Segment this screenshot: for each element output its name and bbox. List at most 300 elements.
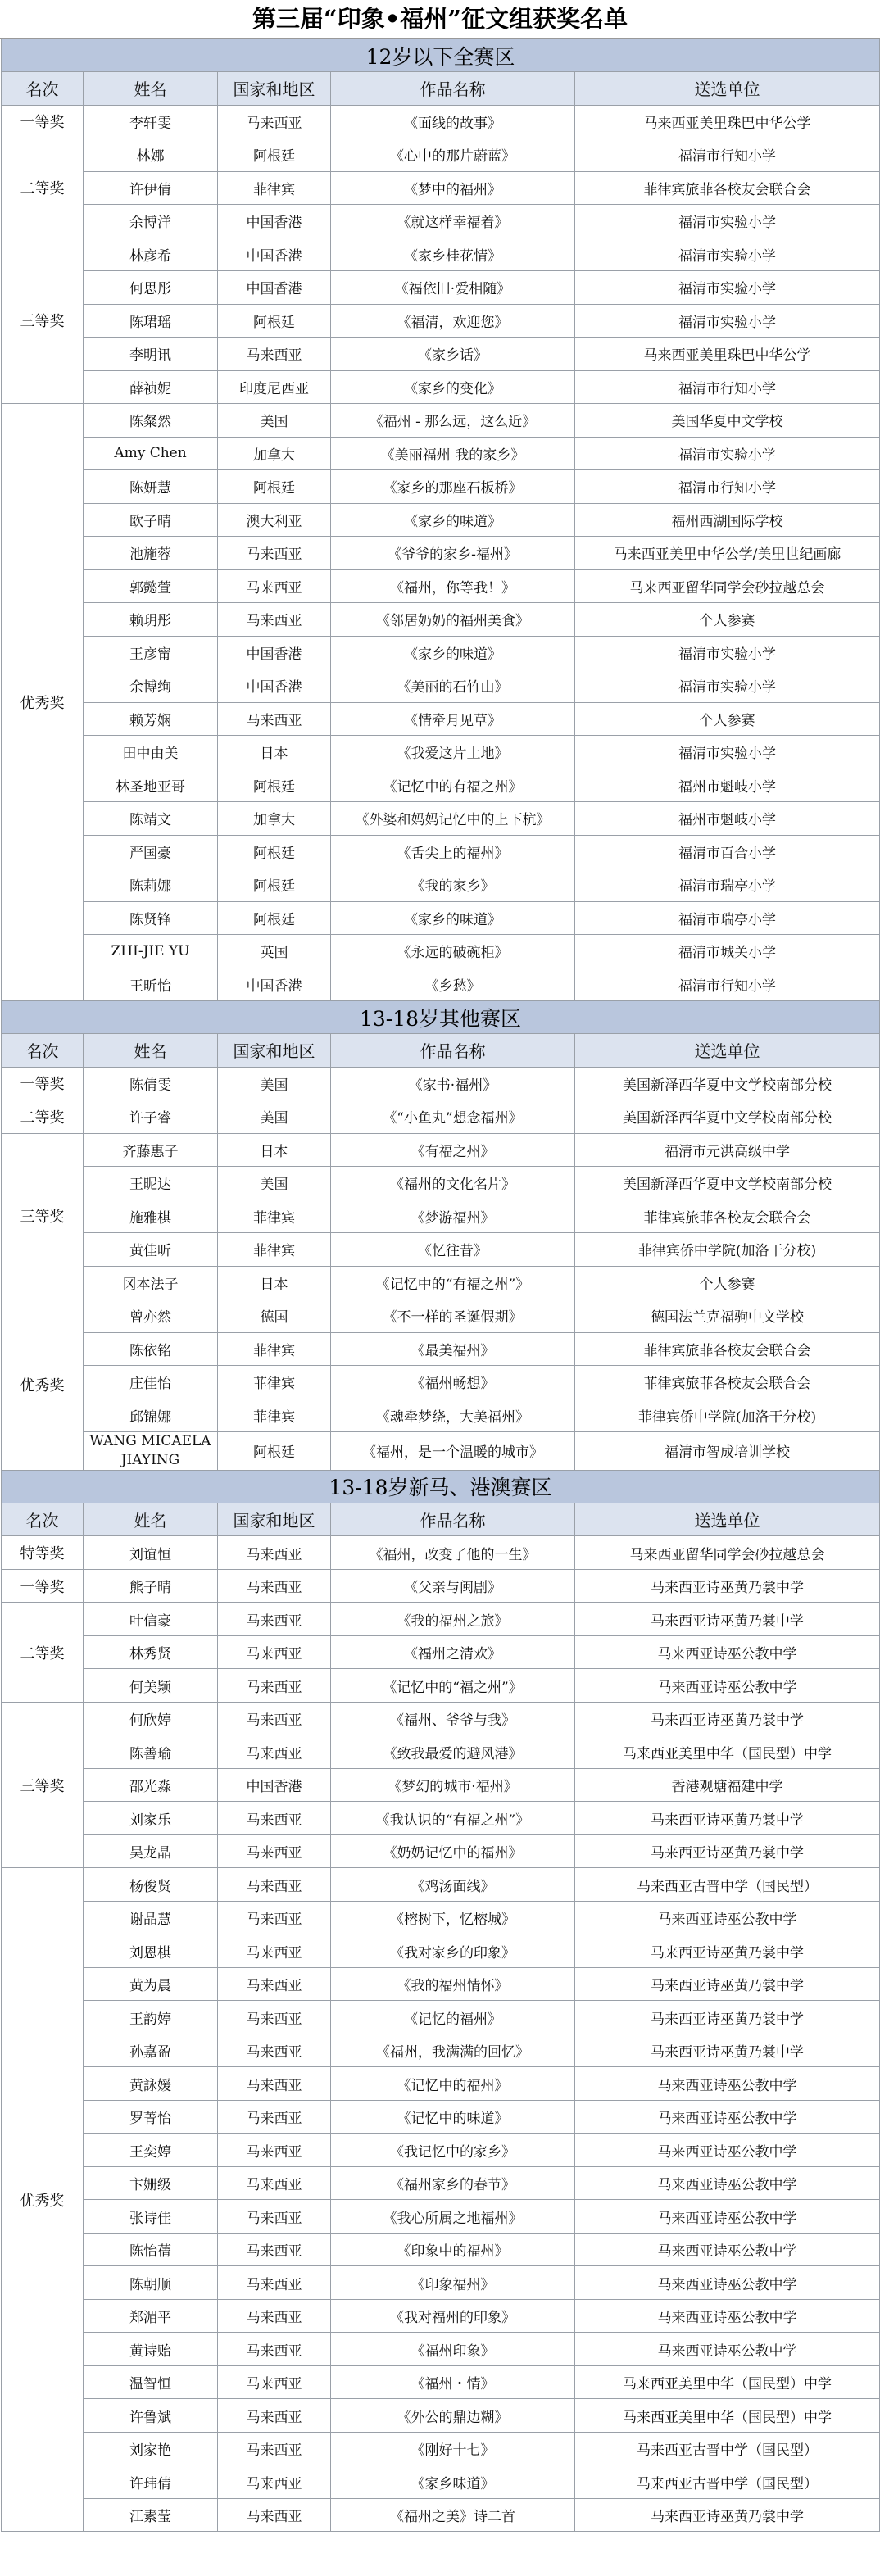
table-row	[2, 2266, 880, 2300]
country-cell: 马来西亚	[218, 2166, 331, 2200]
header-country: 国家和地区	[218, 1503, 331, 1536]
unit-cell: 马来西亚美里中华（国民型）中学	[575, 2399, 880, 2433]
header-unit: 送选单位	[575, 1034, 880, 1068]
work-cell: 《家乡的味道》	[331, 901, 575, 935]
table-row	[2, 569, 880, 603]
name-cell: 刘家艳	[84, 2432, 218, 2465]
country-cell: 日本	[218, 1266, 331, 1299]
work-cell: 《舌尖上的福州》	[331, 835, 575, 868]
unit-cell: 菲律宾旅菲各校友会联合会	[575, 171, 880, 205]
unit-cell: 福清市实验小学	[575, 205, 880, 238]
table-row	[2, 1735, 880, 1769]
country-cell: 马来西亚	[218, 2134, 331, 2167]
name-cell: 陈珺瑶	[84, 304, 218, 338]
work-cell: 《印象福州》	[331, 2266, 575, 2300]
work-cell: 《最美福州》	[331, 1332, 575, 1366]
country-cell: 马来西亚	[218, 603, 331, 637]
unit-cell: 福州市魁岐小学	[575, 769, 880, 802]
table-row	[2, 138, 880, 172]
country-cell: 阿根廷	[218, 868, 331, 902]
unit-cell: 马来西亚诗巫公教中学	[575, 2134, 880, 2167]
country-cell: 马来西亚	[218, 1802, 331, 1835]
name-cell: 赖芳娴	[84, 702, 218, 736]
table-row	[2, 2465, 880, 2499]
name-cell: 郭懿萱	[84, 569, 218, 603]
table-row	[2, 105, 880, 138]
table-row	[2, 2166, 880, 2200]
work-cell: 《福清，欢迎您》	[331, 304, 575, 338]
rank-cell: 优秀奖	[2, 404, 84, 1001]
work-cell: 《面线的故事》	[331, 105, 575, 138]
table-row	[2, 1834, 880, 1868]
work-cell: 《外婆和妈妈记忆中的上下杭》	[331, 802, 575, 836]
name-cell: 谢品慧	[84, 1901, 218, 1934]
table-row	[2, 1200, 880, 1233]
country-cell: 日本	[218, 1133, 331, 1167]
section-row	[2, 1470, 880, 1503]
table-row	[2, 304, 880, 338]
work-cell: 《美丽福州 我的家乡》	[331, 437, 575, 470]
country-cell: 马来西亚	[218, 2365, 331, 2399]
country-cell: 马来西亚	[218, 2266, 331, 2300]
table-row	[2, 1967, 880, 2001]
country-cell: 马来西亚	[218, 2233, 331, 2266]
name-cell: 庄佳怡	[84, 1366, 218, 1399]
unit-cell: 香港观塘福建中学	[575, 1768, 880, 1802]
header-name: 姓名	[84, 1503, 218, 1536]
name-cell: 陈倩雯	[84, 1067, 218, 1100]
work-cell: 《榕树下，忆榕城》	[331, 1901, 575, 1934]
name-cell: 许玮倩	[84, 2465, 218, 2499]
name-cell: 陈依铭	[84, 1332, 218, 1366]
unit-cell: 菲律宾旅菲各校友会联合会	[575, 1332, 880, 1366]
unit-cell: 马来西亚诗巫公教中学	[575, 1635, 880, 1669]
country-cell: 马来西亚	[218, 1702, 331, 1735]
unit-cell: 美国新泽西华夏中文学校南部分校	[575, 1100, 880, 1134]
name-cell: 许伊倩	[84, 171, 218, 205]
unit-cell: 马来西亚诗巫公教中学	[575, 2333, 880, 2366]
column-header-row	[2, 1034, 880, 1068]
table-row	[2, 702, 880, 736]
work-cell: 《记忆中的有福之州》	[331, 769, 575, 802]
work-cell: 《家乡桂花情》	[331, 238, 575, 271]
table-row	[2, 1366, 880, 1399]
work-cell: 《永远的破碗柜》	[331, 935, 575, 968]
country-cell: 日本	[218, 736, 331, 769]
work-cell: 《福州印象》	[331, 2333, 575, 2366]
table-row	[2, 1768, 880, 1802]
unit-cell: 德国法兰克福驹中文学校	[575, 1299, 880, 1333]
table-row	[2, 2134, 880, 2167]
country-cell: 马来西亚	[218, 2498, 331, 2532]
work-cell: 《外公的鼎边糊》	[331, 2399, 575, 2433]
table-row	[2, 2233, 880, 2266]
unit-cell: 福清市实验小学	[575, 304, 880, 338]
table-row	[2, 603, 880, 637]
column-header-row	[2, 72, 880, 106]
table-row	[2, 537, 880, 570]
work-cell: 《福州 - 那么远，这么近》	[331, 404, 575, 438]
name-cell: 冈本法子	[84, 1266, 218, 1299]
country-cell: 中国香港	[218, 1768, 331, 1802]
name-cell: 刘家乐	[84, 1802, 218, 1835]
country-cell: 马来西亚	[218, 338, 331, 371]
name-cell: 黄诗贻	[84, 2333, 218, 2366]
table-row	[2, 1067, 880, 1100]
unit-cell: 马来西亚诗巫公教中学	[575, 2100, 880, 2134]
country-cell: 马来西亚	[218, 1536, 331, 1570]
table-row	[2, 171, 880, 205]
name-cell: 陈莉娜	[84, 868, 218, 902]
work-cell: 《我记忆中的家乡》	[331, 2134, 575, 2167]
table-row	[2, 271, 880, 305]
work-cell: 《福州，你等我！》	[331, 569, 575, 603]
work-cell: 《情牵月见草》	[331, 702, 575, 736]
header-work: 作品名称	[331, 1503, 575, 1536]
table-row	[2, 503, 880, 537]
name-cell: 何思彤	[84, 271, 218, 305]
table-row	[2, 2365, 880, 2399]
work-cell: 《美丽的石竹山》	[331, 669, 575, 703]
unit-cell: 福清市行知小学	[575, 470, 880, 504]
unit-cell: 福清市瑞亭小学	[575, 901, 880, 935]
name-cell: 罗菁怡	[84, 2100, 218, 2134]
country-cell: 马来西亚	[218, 2432, 331, 2465]
table-row	[2, 1432, 880, 1471]
table-row	[2, 669, 880, 703]
table-row	[2, 1100, 880, 1134]
unit-cell: 马来西亚古晋中学（国民型）	[575, 2432, 880, 2465]
country-cell: 印度尼西亚	[218, 370, 331, 404]
unit-cell: 福清市智成培训学校	[575, 1432, 880, 1471]
name-cell: 曾亦然	[84, 1299, 218, 1333]
country-cell: 阿根廷	[218, 835, 331, 868]
table-row	[2, 802, 880, 836]
work-cell: 《忆往昔》	[331, 1233, 575, 1267]
name-cell: 陈贤锋	[84, 901, 218, 935]
work-cell: 《邻居奶奶的福州美食》	[331, 603, 575, 637]
name-cell: 邱锦娜	[84, 1399, 218, 1432]
table-row	[2, 470, 880, 504]
name-cell: 刘恩棋	[84, 1934, 218, 1968]
name-cell: 王彦甯	[84, 636, 218, 669]
unit-cell: 马来西亚诗巫黄乃裳中学	[575, 1569, 880, 1603]
name-cell: 赖玥彤	[84, 603, 218, 637]
name-cell: 陈粲然	[84, 404, 218, 438]
name-cell: 许子睿	[84, 1100, 218, 1134]
table-row	[2, 1868, 880, 1902]
country-cell: 中国香港	[218, 238, 331, 271]
country-cell: 加拿大	[218, 437, 331, 470]
name-cell: 何欣婷	[84, 1702, 218, 1735]
name-cell: 许鲁斌	[84, 2399, 218, 2433]
country-cell: 阿根廷	[218, 470, 331, 504]
country-cell: 马来西亚	[218, 1603, 331, 1636]
work-cell: 《家书·福州》	[331, 1067, 575, 1100]
section-row	[2, 1001, 880, 1034]
work-cell: 《梦幻的城市·福州》	[331, 1768, 575, 1802]
header-name: 姓名	[84, 72, 218, 106]
work-cell: 《福州畅想》	[331, 1366, 575, 1399]
table-row	[2, 901, 880, 935]
name-cell: 齐藤惠子	[84, 1133, 218, 1167]
work-cell: 《不一样的圣诞假期》	[331, 1299, 575, 1333]
work-cell: 《爷爷的家乡-福州》	[331, 537, 575, 570]
country-cell: 马来西亚	[218, 2001, 331, 2034]
section-title: 12岁以下全赛区	[2, 39, 880, 72]
header-rank: 名次	[2, 1034, 84, 1068]
unit-cell: 马来西亚美里珠巴中华公学	[575, 105, 880, 138]
work-cell: 《家乡的味道》	[331, 636, 575, 669]
name-cell: 邵光淼	[84, 1768, 218, 1802]
name-cell: 田中由美	[84, 736, 218, 769]
country-cell: 中国香港	[218, 205, 331, 238]
work-cell: 《我的福州情怀》	[331, 1967, 575, 2001]
name-cell: Amy Chen	[84, 437, 218, 470]
table-row	[2, 769, 880, 802]
unit-cell: 马来西亚古晋中学（国民型）	[575, 1868, 880, 1902]
header-rank: 名次	[2, 72, 84, 106]
table-row	[2, 2200, 880, 2234]
unit-cell: 马来西亚诗巫黄乃裳中学	[575, 1702, 880, 1735]
name-cell: 吴龙晶	[84, 1834, 218, 1868]
country-cell: 马来西亚	[218, 1735, 331, 1769]
work-cell: 《我心所属之地福州》	[331, 2200, 575, 2234]
unit-cell: 福清市元洪高级中学	[575, 1133, 880, 1167]
country-cell: 中国香港	[218, 636, 331, 669]
award-table	[1, 39, 880, 2532]
table-row	[2, 2432, 880, 2465]
country-cell: 马来西亚	[218, 1635, 331, 1669]
work-cell: 《鸡汤面线》	[331, 1868, 575, 1902]
country-cell: 马来西亚	[218, 2399, 331, 2433]
unit-cell: 美国华夏中文学校	[575, 404, 880, 438]
name-cell: 江素莹	[84, 2498, 218, 2532]
name-cell: 陈怡蒨	[84, 2233, 218, 2266]
name-cell: 卞姗级	[84, 2166, 218, 2200]
table-row	[2, 1332, 880, 1366]
name-cell: 薛祯妮	[84, 370, 218, 404]
work-cell: 《福州・情》	[331, 2365, 575, 2399]
unit-cell: 福清市实验小学	[575, 271, 880, 305]
unit-cell: 福清市行知小学	[575, 968, 880, 1001]
header-work: 作品名称	[331, 72, 575, 106]
rank-cell: 一等奖	[2, 105, 84, 138]
unit-cell: 马来西亚留华同学会砂拉越总会	[575, 1536, 880, 1570]
work-cell: 《致我最爱的避风港》	[331, 1735, 575, 1769]
name-cell: 黄佳昕	[84, 1233, 218, 1267]
unit-cell: 菲律宾侨中学院(加洛干分校)	[575, 1233, 880, 1267]
work-cell: 《我对福州的印象》	[331, 2299, 575, 2333]
table-row	[2, 2100, 880, 2134]
unit-cell: 马来西亚诗巫公教中学	[575, 2233, 880, 2266]
table-row	[2, 1702, 880, 1735]
table-row	[2, 736, 880, 769]
work-cell: 《我的福州之旅》	[331, 1603, 575, 1636]
country-cell: 马来西亚	[218, 1669, 331, 1703]
section-title: 13-18岁其他赛区	[2, 1001, 880, 1034]
country-cell: 澳大利亚	[218, 503, 331, 537]
unit-cell: 福清市实验小学	[575, 669, 880, 703]
work-cell: 《福州，是一个温暖的城市》	[331, 1432, 575, 1471]
rank-cell: 二等奖	[2, 1603, 84, 1703]
unit-cell: 马来西亚诗巫公教中学	[575, 1669, 880, 1703]
work-cell: 《“小鱼丸”想念福州》	[331, 1100, 575, 1134]
work-cell: 《福州，改变了他的一生》	[331, 1536, 575, 1570]
unit-cell: 马来西亚美里中华（国民型）中学	[575, 1735, 880, 1769]
column-header-row	[2, 1503, 880, 1536]
country-cell: 马来西亚	[218, 2465, 331, 2499]
table-row	[2, 636, 880, 669]
table-row	[2, 1299, 880, 1333]
table-row	[2, 205, 880, 238]
name-cell: 王昵达	[84, 1167, 218, 1200]
table-row	[2, 1934, 880, 1968]
name-cell: 张诗佳	[84, 2200, 218, 2234]
country-cell: 阿根廷	[218, 901, 331, 935]
unit-cell: 马来西亚古晋中学（国民型）	[575, 2465, 880, 2499]
work-cell: 《福州家乡的春节》	[331, 2166, 575, 2200]
work-cell: 《记忆中的味道》	[331, 2100, 575, 2134]
unit-cell: 马来西亚留华同学会砂拉越总会	[575, 569, 880, 603]
name-cell: 陈善瑜	[84, 1735, 218, 1769]
work-cell: 《印象中的福州》	[331, 2233, 575, 2266]
name-cell: WANG MICAELA JIAYING	[84, 1432, 218, 1471]
name-cell: 孙嘉盈	[84, 2034, 218, 2067]
unit-cell: 福清市行知小学	[575, 370, 880, 404]
country-cell: 马来西亚	[218, 1834, 331, 1868]
table-row	[2, 1536, 880, 1570]
table-row	[2, 2001, 880, 2034]
work-cell: 《就这样幸福着》	[331, 205, 575, 238]
unit-cell: 菲律宾旅菲各校友会联合会	[575, 1366, 880, 1399]
table-row	[2, 2299, 880, 2333]
name-cell: 林圣地亚哥	[84, 769, 218, 802]
table-row	[2, 370, 880, 404]
country-cell: 马来西亚	[218, 569, 331, 603]
section-title: 13-18岁新马、港澳赛区	[2, 1470, 880, 1503]
table-row	[2, 1669, 880, 1703]
work-cell: 《有福之州》	[331, 1133, 575, 1167]
table-row	[2, 2034, 880, 2067]
name-cell: 刘谊恒	[84, 1536, 218, 1570]
unit-cell: 福清市百合小学	[575, 835, 880, 868]
name-cell: 施雅棋	[84, 1200, 218, 1233]
unit-cell: 马来西亚诗巫黄乃裳中学	[575, 2001, 880, 2034]
rank-cell: 优秀奖	[2, 1299, 84, 1471]
country-cell: 中国香港	[218, 271, 331, 305]
unit-cell: 美国新泽西华夏中文学校南部分校	[575, 1067, 880, 1100]
award-table-body	[2, 39, 880, 2532]
name-cell: 池施蓉	[84, 537, 218, 570]
work-cell: 《家乡的变化》	[331, 370, 575, 404]
table-row	[2, 1635, 880, 1669]
unit-cell: 马来西亚诗巫黄乃裳中学	[575, 2034, 880, 2067]
unit-cell: 马来西亚诗巫黄乃裳中学	[575, 1603, 880, 1636]
name-cell: ZHI-JIE YU	[84, 935, 218, 968]
name-cell: 陈妍慧	[84, 470, 218, 504]
country-cell: 英国	[218, 935, 331, 968]
unit-cell: 菲律宾侨中学院(加洛干分校)	[575, 1399, 880, 1432]
unit-cell: 马来西亚美里珠巴中华公学	[575, 338, 880, 371]
country-cell: 马来西亚	[218, 537, 331, 570]
table-row	[2, 2067, 880, 2101]
table-row	[2, 1901, 880, 1934]
unit-cell: 个人参赛	[575, 603, 880, 637]
name-cell: 郑湄平	[84, 2299, 218, 2333]
table-row	[2, 968, 880, 1001]
work-cell: 《父亲与闽剧》	[331, 1569, 575, 1603]
header-country: 国家和地区	[218, 72, 331, 106]
country-cell: 菲律宾	[218, 1399, 331, 1432]
country-cell: 马来西亚	[218, 1569, 331, 1603]
work-cell: 《梦中的福州》	[331, 171, 575, 205]
table-row	[2, 437, 880, 470]
country-cell: 马来西亚	[218, 2200, 331, 2234]
unit-cell: 马来西亚美里中华（国民型）中学	[575, 2365, 880, 2399]
unit-cell: 个人参赛	[575, 1266, 880, 1299]
work-cell: 《魂牵梦绕，大美福州》	[331, 1399, 575, 1432]
header-unit: 送选单位	[575, 1503, 880, 1536]
work-cell: 《福州之清欢》	[331, 1635, 575, 1669]
name-cell: 黄为晨	[84, 1967, 218, 2001]
work-cell: 《我的家乡》	[331, 868, 575, 902]
unit-cell: 福州西湖国际学校	[575, 503, 880, 537]
country-cell: 阿根廷	[218, 769, 331, 802]
table-row	[2, 1399, 880, 1432]
country-cell: 马来西亚	[218, 2067, 331, 2101]
header-country: 国家和地区	[218, 1034, 331, 1068]
country-cell: 马来西亚	[218, 105, 331, 138]
country-cell: 菲律宾	[218, 1366, 331, 1399]
work-cell: 《刚好十七》	[331, 2432, 575, 2465]
work-cell: 《福州、爷爷与我》	[331, 1702, 575, 1735]
name-cell: 王奕婷	[84, 2134, 218, 2167]
name-cell: 欧子晴	[84, 503, 218, 537]
name-cell: 何美颖	[84, 1669, 218, 1703]
country-cell: 马来西亚	[218, 2299, 331, 2333]
unit-cell: 马来西亚诗巫黄乃裳中学	[575, 1834, 880, 1868]
work-cell: 《家乡的那座石板桥》	[331, 470, 575, 504]
name-cell: 林秀贤	[84, 1635, 218, 1669]
name-cell: 陈朝顺	[84, 2266, 218, 2300]
work-cell: 《福州之美》诗二首	[331, 2498, 575, 2532]
table-row	[2, 238, 880, 271]
work-cell: 《梦游福州》	[331, 1200, 575, 1233]
country-cell: 加拿大	[218, 802, 331, 836]
country-cell: 美国	[218, 404, 331, 438]
name-cell: 林娜	[84, 138, 218, 172]
unit-cell: 马来西亚诗巫公教中学	[575, 2166, 880, 2200]
work-cell: 《福依旧·爱相随》	[331, 271, 575, 305]
name-cell: 余博洋	[84, 205, 218, 238]
rank-cell: 二等奖	[2, 138, 84, 238]
table-row	[2, 935, 880, 968]
unit-cell: 马来西亚诗巫黄乃裳中学	[575, 1802, 880, 1835]
table-row	[2, 2333, 880, 2366]
name-cell: 李轩雯	[84, 105, 218, 138]
name-cell: 余博绚	[84, 669, 218, 703]
unit-cell: 马来西亚诗巫黄乃裳中学	[575, 2498, 880, 2532]
work-cell: 《我爱这片土地》	[331, 736, 575, 769]
table-row	[2, 1133, 880, 1167]
country-cell: 美国	[218, 1100, 331, 1134]
unit-cell: 马来西亚诗巫公教中学	[575, 2200, 880, 2234]
header-name: 姓名	[84, 1034, 218, 1068]
section-row	[2, 39, 880, 72]
header-rank: 名次	[2, 1503, 84, 1536]
country-cell: 阿根廷	[218, 138, 331, 172]
